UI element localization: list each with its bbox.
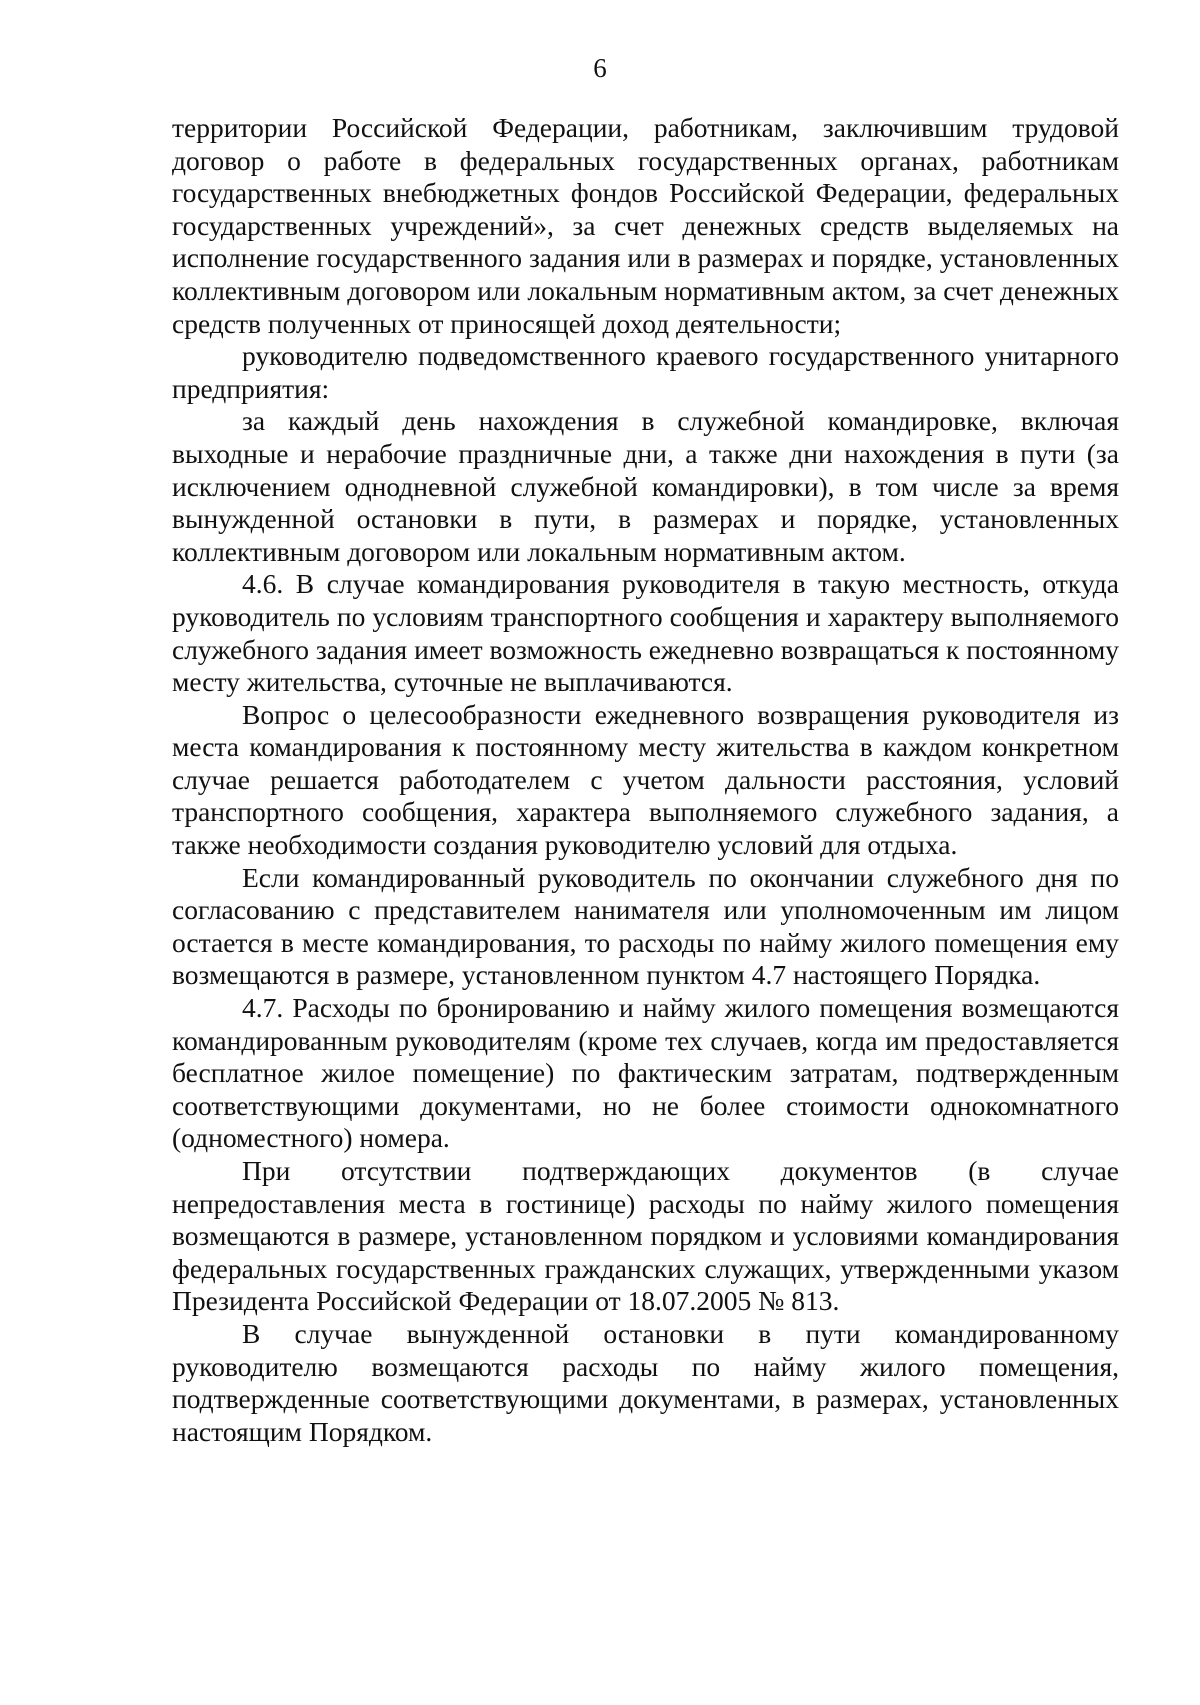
paragraph-continuation: территории Российской Федерации, работникам, заключившим трудовой договор о работе в федеральных государственных органах, работникам государственных внебюджетных фондов Российской Федерации, федеральных государственных учреждений», за счет денежных средств выделяемых на исполнение государственного задания или в размерах и порядке, установленных коллективным договором или локальным нормативным актом, за счет денежных средств полученных от приносящей доход деятельности; <box>172 112 1119 339</box>
paragraph-head-of-enterprise: руководителю подведомственного краевого государственного унитарного предприятия: <box>172 340 1119 404</box>
document-body <box>172 112 1119 1448</box>
paragraph-no-documents: При отсутствии подтверждающих документов (в случае непредоставления места в гостинице) расходы по найму жилого помещения возмещаются в размере, установленном порядком и условиями командирования федеральных государственных гражданских служащих, утвержденными указом Президента Российской Федерации от 18.07.2005 № 813. <box>172 1155 1119 1317</box>
page-number: 6 <box>593 53 607 83</box>
paragraph-section-4-7: 4.7. Расходы по бронированию и найму жилого помещения возмещаются командированным руководителям (кроме тех случаев, когда им предоставляется бесплатное жилое помещение) по фактическим затратам, подтвержденным соответствующими документами, но не более стоимости однокомнатного (одноместного) номера. <box>172 992 1119 1154</box>
paragraph-stay-in-place: Если командированный руководитель по окончании служебного дня по согласованию с представителем нанимателя или уполномоченным им лицом остается в месте командирования, то расходы по найму жилого помещения ему возмещаются в размере, установленном пунктом 4.7 настоящего Порядка. <box>172 861 1119 991</box>
paragraph-daily-allowance: за каждый день нахождения в служебной командировке, включая выходные и нерабочие праздничные дни, а также дни нахождения в пути (за исключением однодневной служебной командировки), в том числе за время вынужденной остановки в пути, в размерах и порядке, установленных коллективным договором или локальным нормативным актом. <box>172 405 1119 567</box>
paragraph-section-4-6: 4.6. В случае командирования руководителя в такую местность, откуда руководитель по условиям транспортного сообщения и характеру выполняемого служебного задания имеет возможность ежедневно возвращаться к постоянному месту жительства, суточные не выплачиваются. <box>172 568 1119 698</box>
paragraph-daily-return: Вопрос о целесообразности ежедневного возвращения руководителя из места командирования к постоянному месту жительства в каждом конкретном случае решается работодателем с учетом дальности расстояния, условий транспортного сообщения, характера выполняемого служебного задания, а также необходимости создания руководителю условий для отдыха. <box>172 698 1119 861</box>
paragraph-forced-stop: В случае вынужденной остановки в пути командированному руководителю возмещаются расходы по найму жилого помещения, подтвержденные соответствующими документами, в размерах, установленных настоящим Порядком. <box>172 1317 1119 1447</box>
